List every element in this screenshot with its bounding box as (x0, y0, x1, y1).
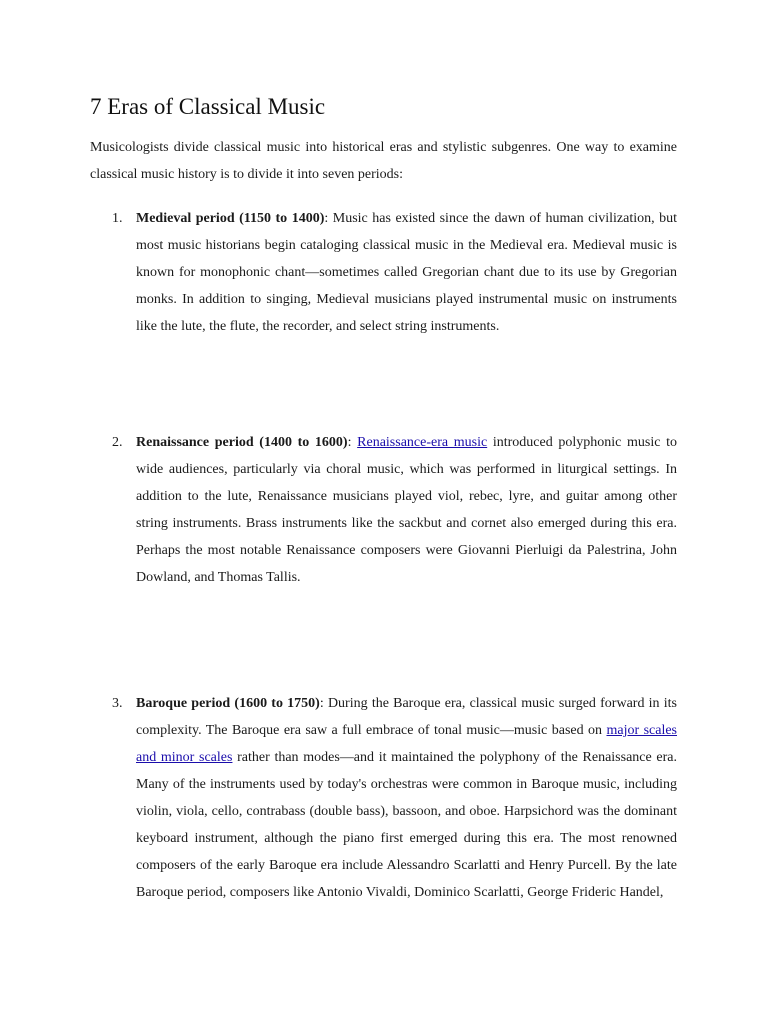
list-item-number: 3. (112, 696, 123, 711)
list-item-heading: Medieval period (1150 to 1400) (136, 211, 325, 226)
list-item-heading: Renaissance period (1400 to 1600) (136, 435, 348, 450)
list-item-description-start: During the Baroque era, classical music surged forward in its complexity. The Baroque era saw a full embrace of tonal music—music based on (136, 696, 678, 738)
page-title: 7 Eras of Classical Music (90, 94, 326, 119)
list-item-number: 2. (112, 435, 123, 450)
list-item-number: 1. (112, 211, 123, 226)
list-item-colon: : (347, 435, 358, 450)
list-item-colon: : (319, 696, 328, 711)
intro-paragraph: Musicologists divide classical music into historical eras and stylistic subgenres. One way to examine classical music history is to divide it into seven periods: (90, 140, 677, 182)
list-item-text (136, 690, 677, 906)
list-item-description: rather than modes—and it maintained the polyphony of the Renaissance era. Many of the instruments used by today's orchestras were common in Baroque music, including violin, viola, cello, contrabass (double bass), bassoon, and oboe. Harpsichord was the dominant keyboard instrument, although the piano first emerged during this era. The most renowned composers of the early Baroque era include Alessandro Scarlatti and Henry Purcell. By the late Baroque period, composers like Antonio Vivaldi, Dominico Scarlatti, George Frideric Handel, (136, 750, 677, 900)
list-item-text (136, 429, 677, 591)
list-item-description: introduced polyphonic music to wide audiences, particularly via choral music, which was performed in liturgical settings. In addition to the lute, Renaissance musicians played viol, rebec, lyre, and guitar among other string instruments. Brass instruments like the sackbut and cornet also emerged during this era. Perhaps the most notable Renaissance composers were Giovanni Pierluigi da Palestrina, John Dowland, and Thomas Tallis. (136, 435, 677, 585)
list-item-heading: Baroque period (1600 to 1750) (136, 696, 320, 711)
major-minor-scales-link[interactable]: major scales and minor scales (136, 723, 677, 765)
list-item-colon: : (324, 211, 333, 226)
list-item-text (136, 205, 677, 340)
renaissance-era-music-link[interactable]: Renaissance-era music (357, 435, 488, 450)
list-item-description: Music has existed since the dawn of human civilization, but most music historians begin cataloging classical music in the Medieval era. Medieval music is known for monophonic chant—sometimes called Gregorian chant due to its use by Gregorian monks. In addition to singing, Medieval musicians played instrumental music on instruments like the lute, the flute, the recorder, and select string instruments. (136, 211, 678, 334)
